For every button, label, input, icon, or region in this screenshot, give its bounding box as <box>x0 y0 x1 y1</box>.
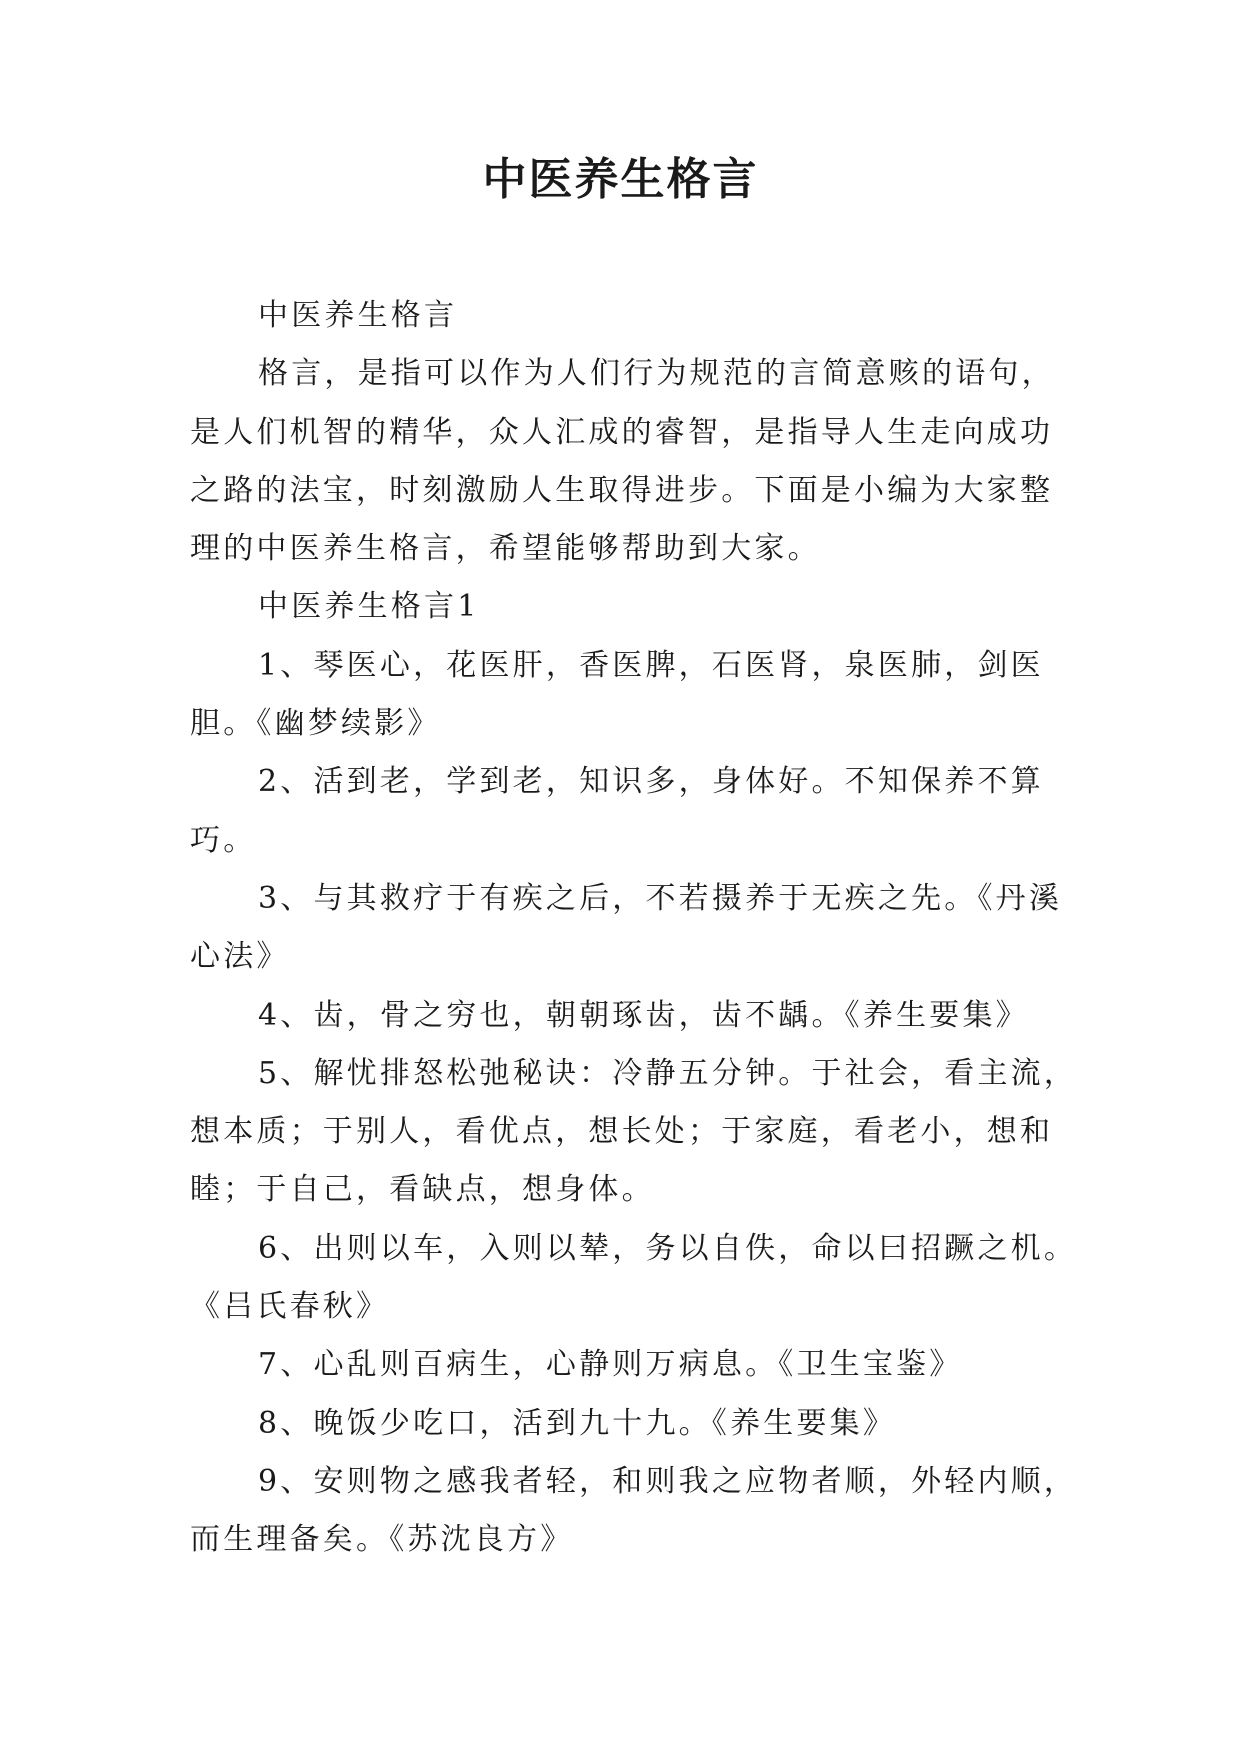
maxim-item-3: 3、与其救疗于有疾之后，不若摄养于无疾之先。《丹溪心法》 <box>190 880 1063 975</box>
document-body <box>190 287 1080 1570</box>
paragraph-heading: 中医养生格言 <box>258 298 458 333</box>
paragraph-intro: 格言，是指可以作为人们行为规范的言简意赅的语句，是人们机智的精华，众人汇成的睿智，是指导人生走向成功之路的法宝，时刻激励人生取得进步。下面是小编为大家整理的中医养生格言，希望能够帮助到大家。 <box>190 356 1055 567</box>
maxim-item-2: 2、活到老，学到老，知识多，身体好。不知保养不算巧。 <box>190 764 1044 858</box>
maxim-item-6: 6、出则以车，入则以辇，务以自佚，命以曰招蹶之机。《吕氏春秋》 <box>190 1230 1078 1325</box>
maxim-item-9: 9、安则物之感我者轻，和则我之应物者顺，外轻内顺，而生理备矣。《苏沈良方》 <box>190 1463 1078 1558</box>
maxim-item-7: 7、心乱则百病生，心静则万病息。《卫生宝鉴》 <box>258 1347 963 1383</box>
section-heading-1: 中医养生格言1 <box>258 589 480 625</box>
maxim-item-8: 8、晚饭少吃口，活到九十九。《养生要集》 <box>258 1405 897 1441</box>
maxim-item-4: 4、齿，骨之穷也，朝朝琢齿，齿不龋。《养生要集》 <box>258 997 1029 1033</box>
maxim-item-1: 1、琴医心，花医肝，香医脾，石医肾，泉医肺，剑医胆。《幽梦续影》 <box>190 647 1044 742</box>
document-title: 中医养生格言 <box>482 154 759 205</box>
maxim-item-5: 5、解忧排怒松弛秘诀：冷静五分钟。于社会，看主流，想本质；于别人，看优点，想长处；于家庭，看老小，想和睦；于自己，看缺点，想身体。 <box>190 1055 1078 1208</box>
